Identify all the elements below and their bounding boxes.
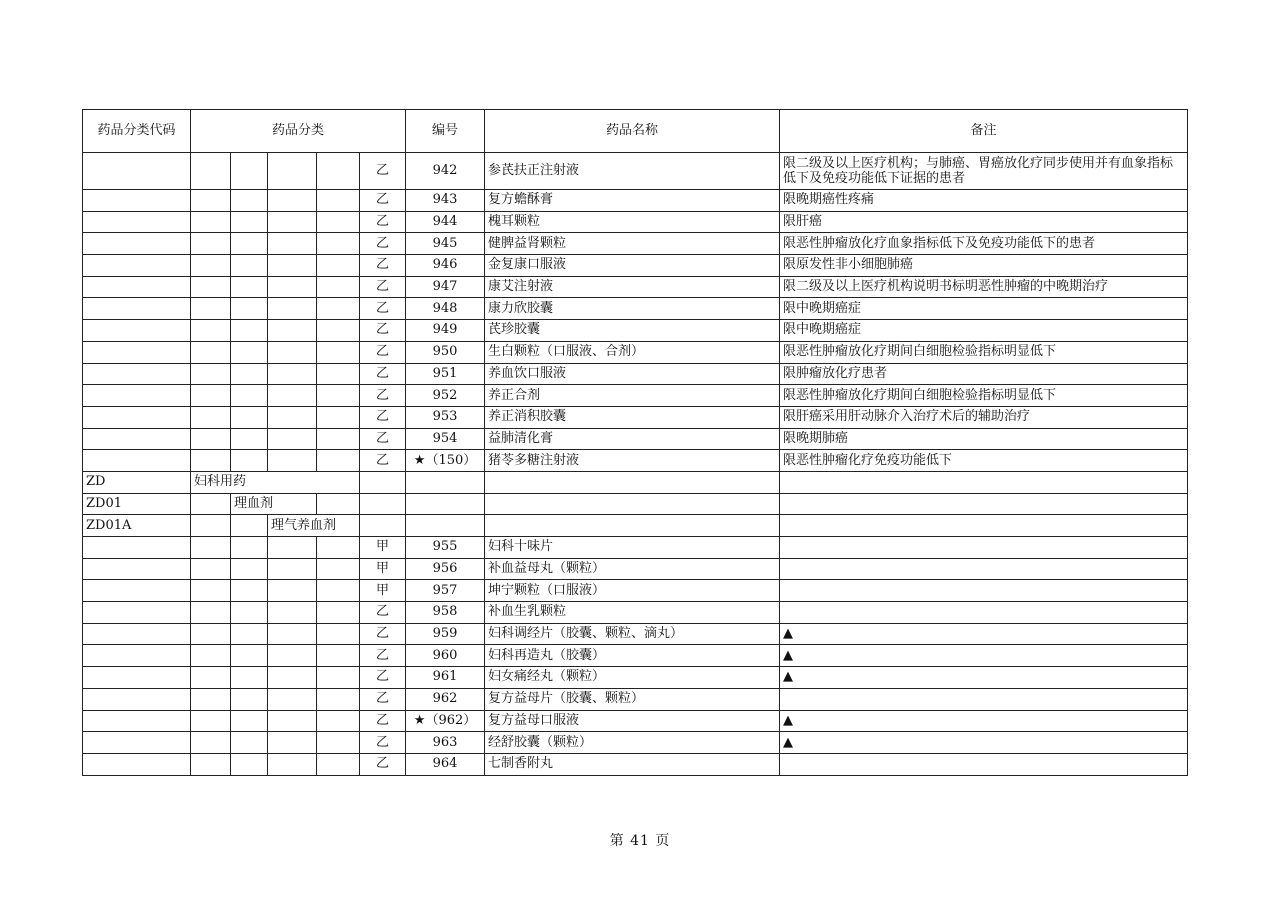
grade-cell: 乙 (360, 623, 406, 645)
grade-cell: 乙 (360, 255, 406, 277)
cat-cell (317, 153, 360, 190)
category-row (83, 471, 1188, 493)
cat-cell (231, 580, 268, 602)
cat-cell (268, 537, 317, 559)
code-cell (83, 710, 191, 732)
code-cell (83, 211, 191, 233)
cat-cell (231, 710, 268, 732)
cat-cell (317, 190, 360, 212)
number-cell: 957 (406, 580, 485, 602)
code-cell (83, 320, 191, 342)
note-cell: 限晚期癌性疼痛 (780, 190, 1188, 212)
code-cell (83, 558, 191, 580)
note-cell: 限原发性非小细胞肺癌 (780, 255, 1188, 277)
number-cell: 963 (406, 732, 485, 754)
code-cell (83, 255, 191, 277)
cat-cell (231, 153, 268, 190)
category-label: 理血剂 (231, 493, 317, 515)
grade-cell: 乙 (360, 298, 406, 320)
cat-cell (191, 558, 231, 580)
cat-cell (191, 320, 231, 342)
cat-cell (231, 688, 268, 710)
drug-name-cell: 金复康口服液 (485, 255, 780, 277)
cat-cell (317, 211, 360, 233)
note-cell (780, 602, 1188, 624)
cat-cell (317, 341, 360, 363)
note-cell (780, 558, 1188, 580)
note-cell (780, 515, 1188, 537)
page-number: 第 41 页 (609, 833, 671, 849)
drug-name-cell: 复方益母片（胶囊、颗粒） (485, 688, 780, 710)
cat-cell (191, 602, 231, 624)
cat-cell (191, 341, 231, 363)
number-cell: 953 (406, 406, 485, 428)
header-category: 药品分类 (191, 110, 406, 153)
cat-cell (268, 428, 317, 450)
cat-cell (191, 732, 231, 754)
code-cell (83, 645, 191, 667)
table-row (83, 385, 1188, 407)
drug-name-cell: 补血益母丸（颗粒） (485, 558, 780, 580)
cat-cell (231, 190, 268, 212)
grade-cell: 乙 (360, 233, 406, 255)
cat-cell (268, 558, 317, 580)
code-cell (83, 406, 191, 428)
grade-cell: 乙 (360, 385, 406, 407)
table-row (83, 298, 1188, 320)
number-cell: 960 (406, 645, 485, 667)
table-row (83, 602, 1188, 624)
drug-name-cell: 猪苓多糖注射液 (485, 450, 780, 472)
number-cell: 942 (406, 153, 485, 190)
number-cell: 947 (406, 276, 485, 298)
cat-cell (268, 753, 317, 775)
cat-cell (268, 233, 317, 255)
grade-cell (360, 515, 406, 537)
note-cell: 限晚期肺癌 (780, 428, 1188, 450)
cat-cell (191, 688, 231, 710)
number-cell (406, 493, 485, 515)
cat-cell (317, 558, 360, 580)
grade-cell: 乙 (360, 190, 406, 212)
code-cell (83, 385, 191, 407)
cat-cell (191, 298, 231, 320)
drug-name-cell: 养正消积胶囊 (485, 406, 780, 428)
number-cell: 946 (406, 255, 485, 277)
category-row (83, 493, 1188, 515)
note-cell: 限恶性肿瘤放化疗期间白细胞检验指标明显低下 (780, 385, 1188, 407)
grade-cell: 乙 (360, 667, 406, 689)
cat-cell (317, 493, 360, 515)
grade-cell: 乙 (360, 153, 406, 190)
table-header-row (83, 110, 1188, 153)
cat-cell (317, 537, 360, 559)
table-row (83, 732, 1188, 754)
grade-cell: 乙 (360, 276, 406, 298)
cat-cell (268, 298, 317, 320)
code-cell (83, 363, 191, 385)
cat-cell (191, 537, 231, 559)
table-row (83, 363, 1188, 385)
grade-cell (360, 471, 406, 493)
cat-cell (231, 385, 268, 407)
number-cell: 962 (406, 688, 485, 710)
note-cell: 限肝癌 (780, 211, 1188, 233)
table-row (83, 255, 1188, 277)
note-cell: 限恶性肿瘤化疗免疫功能低下 (780, 450, 1188, 472)
category-code: ZD01 (83, 493, 191, 515)
cat-cell (231, 298, 268, 320)
grade-cell: 乙 (360, 732, 406, 754)
cat-cell (268, 580, 317, 602)
cat-cell (231, 558, 268, 580)
cat-cell (231, 450, 268, 472)
drug-name-cell: 康艾注射液 (485, 276, 780, 298)
grade-cell: 甲 (360, 537, 406, 559)
drug-name-cell: 经舒胶囊（颗粒） (485, 732, 780, 754)
table-row (83, 211, 1188, 233)
table-row (83, 450, 1188, 472)
cat-cell (191, 493, 231, 515)
cat-cell (268, 732, 317, 754)
table-row (83, 753, 1188, 775)
category-row (83, 515, 1188, 537)
cat-cell (317, 645, 360, 667)
cat-cell (317, 753, 360, 775)
cat-cell (191, 211, 231, 233)
cat-cell (268, 602, 317, 624)
grade-cell: 乙 (360, 753, 406, 775)
table-row (83, 688, 1188, 710)
grade-cell: 乙 (360, 406, 406, 428)
code-cell (83, 153, 191, 190)
cat-cell (268, 153, 317, 190)
cat-cell (191, 515, 231, 537)
number-cell (406, 471, 485, 493)
drug-name-cell: 养血饮口服液 (485, 363, 780, 385)
drug-name-cell: 妇科十味片 (485, 537, 780, 559)
note-cell (780, 471, 1188, 493)
number-cell: ★（962） (406, 710, 485, 732)
cat-cell (231, 732, 268, 754)
cat-cell (231, 667, 268, 689)
cat-cell (268, 255, 317, 277)
cat-cell (268, 450, 317, 472)
number-cell (406, 515, 485, 537)
cat-cell (268, 276, 317, 298)
cat-cell (268, 667, 317, 689)
code-cell (83, 602, 191, 624)
cat-cell (317, 732, 360, 754)
note-cell: 限二级及以上医疗机构说明书标明恶性肿瘤的中晚期治疗 (780, 276, 1188, 298)
grade-cell: 乙 (360, 211, 406, 233)
cat-cell (231, 255, 268, 277)
table-row (83, 428, 1188, 450)
table-row (83, 623, 1188, 645)
drug-name-cell: 养正合剂 (485, 385, 780, 407)
drug-name-cell: 妇科调经片（胶囊、颗粒、滴丸） (485, 623, 780, 645)
cat-cell (317, 385, 360, 407)
cat-cell (317, 406, 360, 428)
grade-cell: 乙 (360, 645, 406, 667)
table-row (83, 341, 1188, 363)
cat-cell (231, 276, 268, 298)
cat-cell (268, 190, 317, 212)
header-code: 药品分类代码 (83, 110, 191, 153)
cat-cell (231, 428, 268, 450)
grade-cell: 乙 (360, 363, 406, 385)
drug-name-cell (485, 515, 780, 537)
cat-cell (191, 363, 231, 385)
code-cell (83, 580, 191, 602)
cat-cell (191, 428, 231, 450)
note-cell: ▲ (780, 667, 1188, 689)
cat-cell (317, 428, 360, 450)
cat-cell (231, 515, 268, 537)
table-row (83, 153, 1188, 190)
cat-cell (268, 688, 317, 710)
number-cell: ★（150） (406, 450, 485, 472)
cat-cell (191, 710, 231, 732)
cat-cell (191, 645, 231, 667)
table-row (83, 406, 1188, 428)
cat-cell (268, 363, 317, 385)
grade-cell: 乙 (360, 710, 406, 732)
cat-cell (268, 320, 317, 342)
note-cell (780, 580, 1188, 602)
category-label: 理气养血剂 (268, 515, 360, 537)
grade-cell: 乙 (360, 320, 406, 342)
number-cell: 949 (406, 320, 485, 342)
table-row (83, 233, 1188, 255)
code-cell (83, 298, 191, 320)
cat-cell (191, 667, 231, 689)
grade-cell: 乙 (360, 450, 406, 472)
note-cell: 限肝癌采用肝动脉介入治疗术后的辅助治疗 (780, 406, 1188, 428)
cat-cell (231, 320, 268, 342)
drug-name-cell: 槐耳颗粒 (485, 211, 780, 233)
grade-cell: 甲 (360, 580, 406, 602)
cat-cell (268, 211, 317, 233)
drug-name-cell: 康力欣胶囊 (485, 298, 780, 320)
cat-cell (317, 363, 360, 385)
number-cell: 950 (406, 341, 485, 363)
cat-cell (191, 385, 231, 407)
cat-cell (317, 710, 360, 732)
number-cell: 964 (406, 753, 485, 775)
number-cell: 944 (406, 211, 485, 233)
cat-cell (191, 233, 231, 255)
cat-cell (317, 320, 360, 342)
cat-cell (268, 406, 317, 428)
code-cell (83, 233, 191, 255)
cat-cell (191, 190, 231, 212)
cat-cell (268, 623, 317, 645)
number-cell: 956 (406, 558, 485, 580)
cat-cell (317, 233, 360, 255)
code-cell (83, 623, 191, 645)
note-cell (780, 537, 1188, 559)
code-cell (83, 537, 191, 559)
drug-name-cell: 芪珍胶囊 (485, 320, 780, 342)
cat-cell (191, 255, 231, 277)
cat-cell (231, 341, 268, 363)
cat-cell (317, 298, 360, 320)
drug-name-cell: 参芪扶正注射液 (485, 153, 780, 190)
drug-name-cell: 妇女痛经丸（颗粒） (485, 667, 780, 689)
grade-cell: 乙 (360, 602, 406, 624)
table-row (83, 320, 1188, 342)
category-label: 妇科用药 (191, 471, 360, 493)
cat-cell (231, 623, 268, 645)
note-cell: 限中晚期癌症 (780, 320, 1188, 342)
table-row (83, 276, 1188, 298)
cat-cell (231, 537, 268, 559)
code-cell (83, 428, 191, 450)
cat-cell (231, 602, 268, 624)
cat-cell (268, 341, 317, 363)
grade-cell: 甲 (360, 558, 406, 580)
grade-cell: 乙 (360, 688, 406, 710)
header-note: 备注 (780, 110, 1188, 153)
code-cell (83, 276, 191, 298)
table-row (83, 558, 1188, 580)
drug-name-cell: 健脾益肾颗粒 (485, 233, 780, 255)
number-cell: 951 (406, 363, 485, 385)
cat-cell (231, 211, 268, 233)
note-cell (780, 753, 1188, 775)
cat-cell (268, 710, 317, 732)
cat-cell (191, 276, 231, 298)
drug-name-cell: 补血生乳颗粒 (485, 602, 780, 624)
number-cell: 943 (406, 190, 485, 212)
cat-cell (231, 363, 268, 385)
grade-cell: 乙 (360, 428, 406, 450)
table-row (83, 580, 1188, 602)
number-cell: 945 (406, 233, 485, 255)
drug-name-cell: 七制香附丸 (485, 753, 780, 775)
drug-name-cell (485, 471, 780, 493)
table-row (83, 667, 1188, 689)
category-code: ZD (83, 471, 191, 493)
cat-cell (191, 406, 231, 428)
drug-name-cell: 坤宁颗粒（口服液） (485, 580, 780, 602)
code-cell (83, 190, 191, 212)
drug-name-cell: 妇科再造丸（胶囊） (485, 645, 780, 667)
grade-cell: 乙 (360, 341, 406, 363)
code-cell (83, 450, 191, 472)
cat-cell (231, 645, 268, 667)
note-cell: 限肿瘤放化疗患者 (780, 363, 1188, 385)
cat-cell (231, 233, 268, 255)
category-code: ZD01A (83, 515, 191, 537)
number-cell: 961 (406, 667, 485, 689)
note-cell: ▲ (780, 732, 1188, 754)
header-number: 编号 (406, 110, 485, 153)
grade-cell (360, 493, 406, 515)
cat-cell (191, 450, 231, 472)
table-row (83, 645, 1188, 667)
cat-cell (268, 385, 317, 407)
cat-cell (231, 406, 268, 428)
note-cell: ▲ (780, 645, 1188, 667)
cat-cell (317, 602, 360, 624)
cat-cell (191, 753, 231, 775)
note-cell: ▲ (780, 710, 1188, 732)
cat-cell (191, 623, 231, 645)
code-cell (83, 753, 191, 775)
cat-cell (317, 580, 360, 602)
number-cell: 948 (406, 298, 485, 320)
note-cell (780, 688, 1188, 710)
number-cell: 952 (406, 385, 485, 407)
cat-cell (191, 580, 231, 602)
note-cell: 限恶性肿瘤放化疗期间白细胞检验指标明显低下 (780, 341, 1188, 363)
drug-name-cell: 益肺清化膏 (485, 428, 780, 450)
cat-cell (317, 688, 360, 710)
note-cell: 限恶性肿瘤放化疗血象指标低下及免疫功能低下的患者 (780, 233, 1188, 255)
number-cell: 955 (406, 537, 485, 559)
note-cell: 限中晚期癌症 (780, 298, 1188, 320)
note-cell (780, 493, 1188, 515)
cat-cell (191, 153, 231, 190)
code-cell (83, 732, 191, 754)
cat-cell (317, 276, 360, 298)
header-name: 药品名称 (485, 110, 780, 153)
cat-cell (317, 450, 360, 472)
drug-name-cell (485, 493, 780, 515)
table-row (83, 537, 1188, 559)
cat-cell (317, 255, 360, 277)
number-cell: 958 (406, 602, 485, 624)
table-row (83, 190, 1188, 212)
drug-name-cell: 生白颗粒（口服液、合剂） (485, 341, 780, 363)
code-cell (83, 341, 191, 363)
number-cell: 954 (406, 428, 485, 450)
cat-cell (317, 667, 360, 689)
note-cell: 限二级及以上医疗机构；与肺癌、胃癌放化疗同步使用并有血象指标低下及免疫功能低下证据的患者 (780, 153, 1188, 190)
number-cell: 959 (406, 623, 485, 645)
code-cell (83, 688, 191, 710)
table-row (83, 710, 1188, 732)
drug-name-cell: 复方蟾酥膏 (485, 190, 780, 212)
drug-catalog-table (82, 109, 1188, 776)
cat-cell (268, 645, 317, 667)
drug-name-cell: 复方益母口服液 (485, 710, 780, 732)
cat-cell (231, 753, 268, 775)
cat-cell (317, 623, 360, 645)
code-cell (83, 667, 191, 689)
note-cell: ▲ (780, 623, 1188, 645)
